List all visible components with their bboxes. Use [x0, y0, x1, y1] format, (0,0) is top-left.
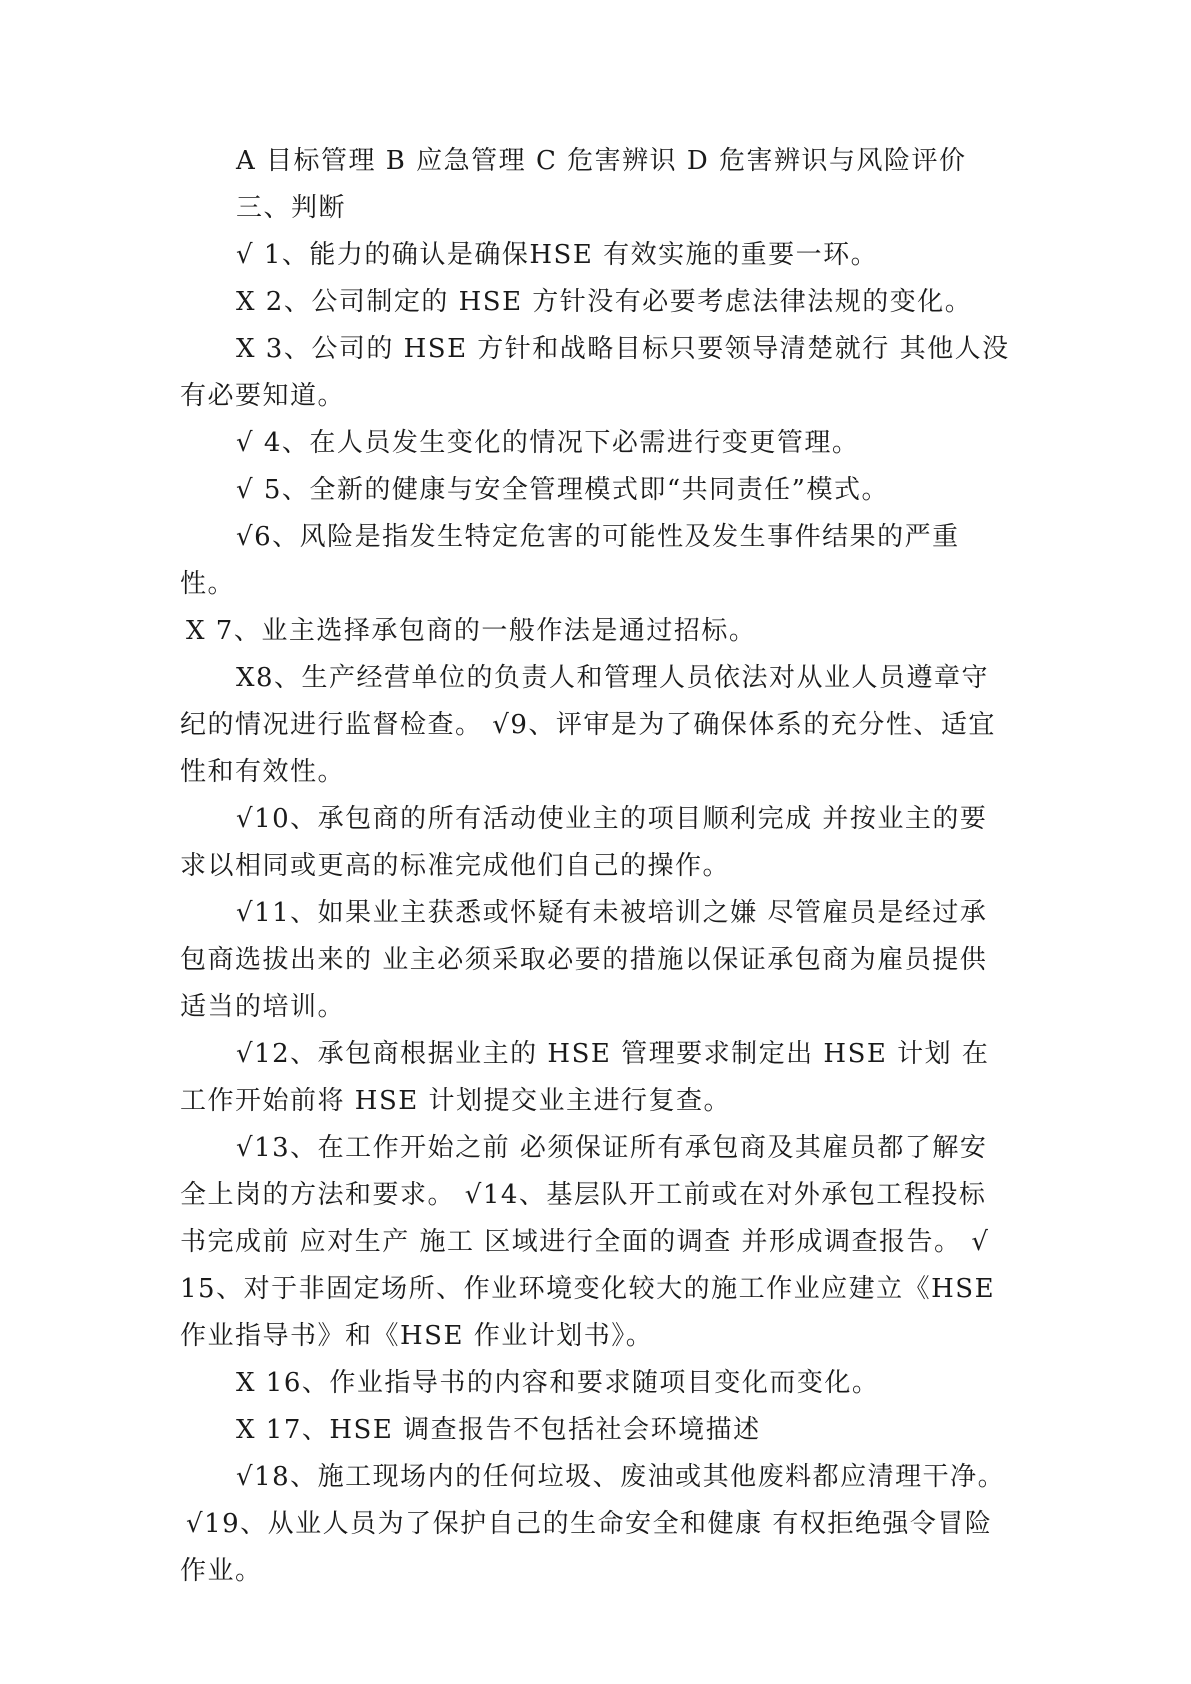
judgment-item-17: X 17、HSE 调查报告不包括社会环境描述 — [236, 1415, 761, 1445]
judgment-item-5: √ 5、全新的健康与安全管理模式即“共同责任”模式。 — [236, 475, 889, 505]
judgment-item-13-15: √13、在工作开始之前 必须保证所有承包商及其雇员都了解安全上岗的方法和要求。 √14、基层队开工前或在对外承包工程投标书完成前 应对生产 施工 区域进行全面的调查 并形成调查报告。 √ 15、对于非固定场所、作业环境变化较大的施工作业应建立《HSE 作业指导书》和《HSE 作业计划书》。 — [180, 1133, 996, 1351]
judgment-item-4: √ 4、在人员发生变化的情况下必需进行变更管理。 — [236, 428, 860, 458]
judgment-item-2: X 2、公司制定的 HSE 方针没有必要考虑法律法规的变化。 — [236, 287, 973, 317]
options-line: A 目标管理 B 应急管理 C 危害辨识 D 危害辨识与风险评价 — [236, 146, 967, 176]
judgment-item-19: √19、从业人员为了保护自己的生命安全和健康 有权拒绝强令冒险作业。 — [180, 1509, 993, 1586]
judgment-item-6: √6、风险是指发生特定危害的可能性及发生事件结果的严重性。 — [180, 522, 960, 599]
judgment-item-12: √12、承包商根据业主的 HSE 管理要求制定出 HSE 计划 在工作开始前将 HSE 计划提交业主进行复查。 — [180, 1039, 990, 1116]
judgment-item-10: √10、承包商的所有活动使业主的项目顺利完成 并按业主的要求以相同或更高的标准完成他们自己的操作。 — [180, 804, 988, 881]
judgment-item-18: √18、施工现场内的任何垃圾、废油或其他废料都应清理干净。 — [236, 1462, 1006, 1492]
judgment-item-7: X 7、业主选择承包商的一般作法是通过招标。 — [186, 616, 757, 646]
document-body — [180, 138, 1012, 1595]
judgment-item-8-9: X8、生产经营单位的负责人和管理人员依法对从业人员遵章守纪的情况进行监督检查。 √9、评审是为了确保体系的充分性、适宜性和有效性。 — [180, 663, 996, 787]
judgment-item-3: X 3、公司的 HSE 方针和战略目标只要领导清楚就行 其他人没有必要知道。 — [180, 334, 1010, 411]
section-heading: 三、判断 — [236, 193, 347, 223]
judgment-item-11: √11、如果业主获悉或怀疑有未被培训之嫌 尽管雇员是经过承包商选拔出来的 业主必须采取必要的措施以保证承包商为雇员提供适当的培训。 — [180, 898, 988, 1022]
judgment-item-1: √ 1、能力的确认是确保HSE 有效实施的重要一环。 — [236, 240, 879, 270]
judgment-item-16: X 16、作业指导书的内容和要求随项目变化而变化。 — [236, 1368, 880, 1398]
